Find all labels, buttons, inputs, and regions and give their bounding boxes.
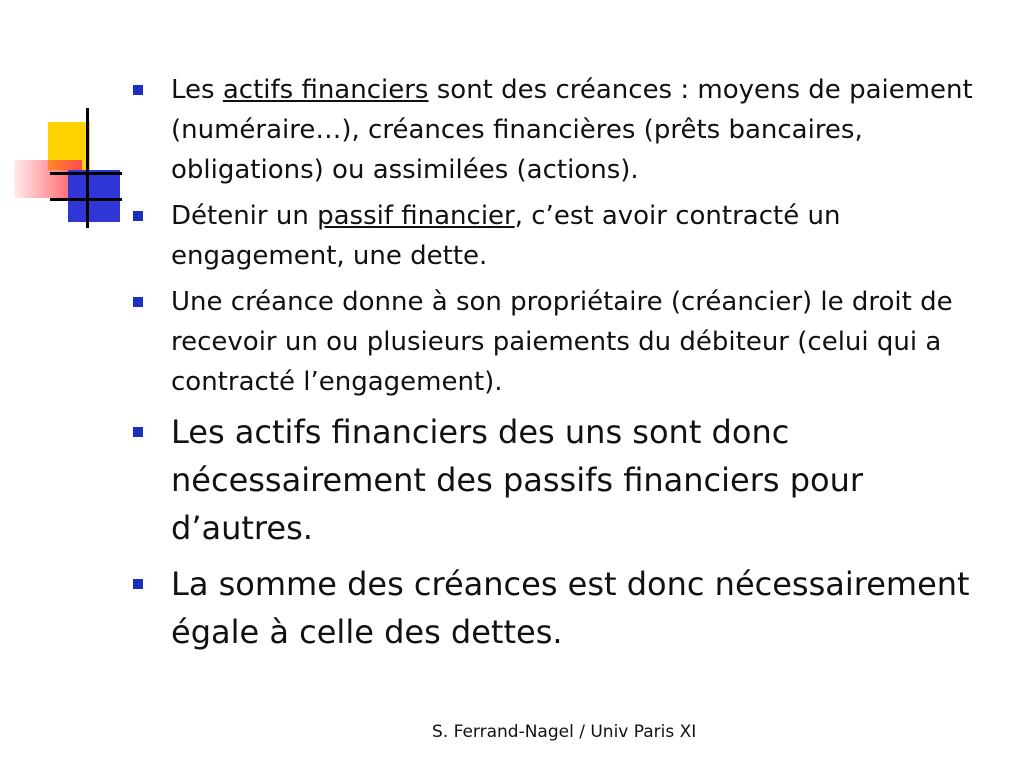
bullet-text: Les actifs financiers des uns sont donc nécessairement des passifs financiers pour d’autres.: [171, 413, 864, 547]
bullet-text-pre: Les: [171, 75, 223, 105]
bullet-marker-icon: [133, 427, 143, 437]
bullet-text-post: sont des créances : moyens de paiement (numéraire…), créances financières (prêts bancaires, obligations) ou assimilées (actions).: [171, 75, 973, 185]
bullet-underlined-term: actifs financiers: [222, 75, 429, 105]
bullet-item: [133, 560, 1013, 656]
bullet-item: [133, 282, 1013, 402]
bullet-text-pre: Détenir un: [171, 201, 318, 231]
slide-footer: S. Ferrand-Nagel / Univ Paris XI: [432, 722, 697, 742]
bullet-text: La somme des créances est donc nécessairement égale à celle des dettes.: [171, 565, 970, 651]
logo-blue-square: [68, 170, 120, 222]
logo-horizontal-line-bottom: [50, 198, 122, 201]
colored-squares-logo-icon: [12, 108, 124, 230]
bullet-item: [133, 408, 1013, 552]
bullet-list: [133, 70, 1013, 664]
logo-horizontal-line-top: [50, 172, 122, 175]
bullet-marker-icon: [133, 211, 143, 221]
bullet-text-post: , c’est avoir contracté un engagement, une dette.: [171, 201, 841, 271]
bullet-marker-icon: [133, 297, 143, 307]
logo-vertical-line: [86, 108, 89, 228]
bullet-item: [133, 196, 1013, 276]
bullet-text: Une créance donne à son propriétaire (créancier) le droit de recevoir un ou plusieurs paiements du débiteur (celui qui a contracté l’engagement).: [171, 287, 953, 397]
bullet-marker-icon: [133, 85, 143, 95]
bullet-marker-icon: [133, 579, 143, 589]
bullet-underlined-term: passif financier: [317, 201, 515, 231]
bullet-item: [133, 70, 1013, 190]
